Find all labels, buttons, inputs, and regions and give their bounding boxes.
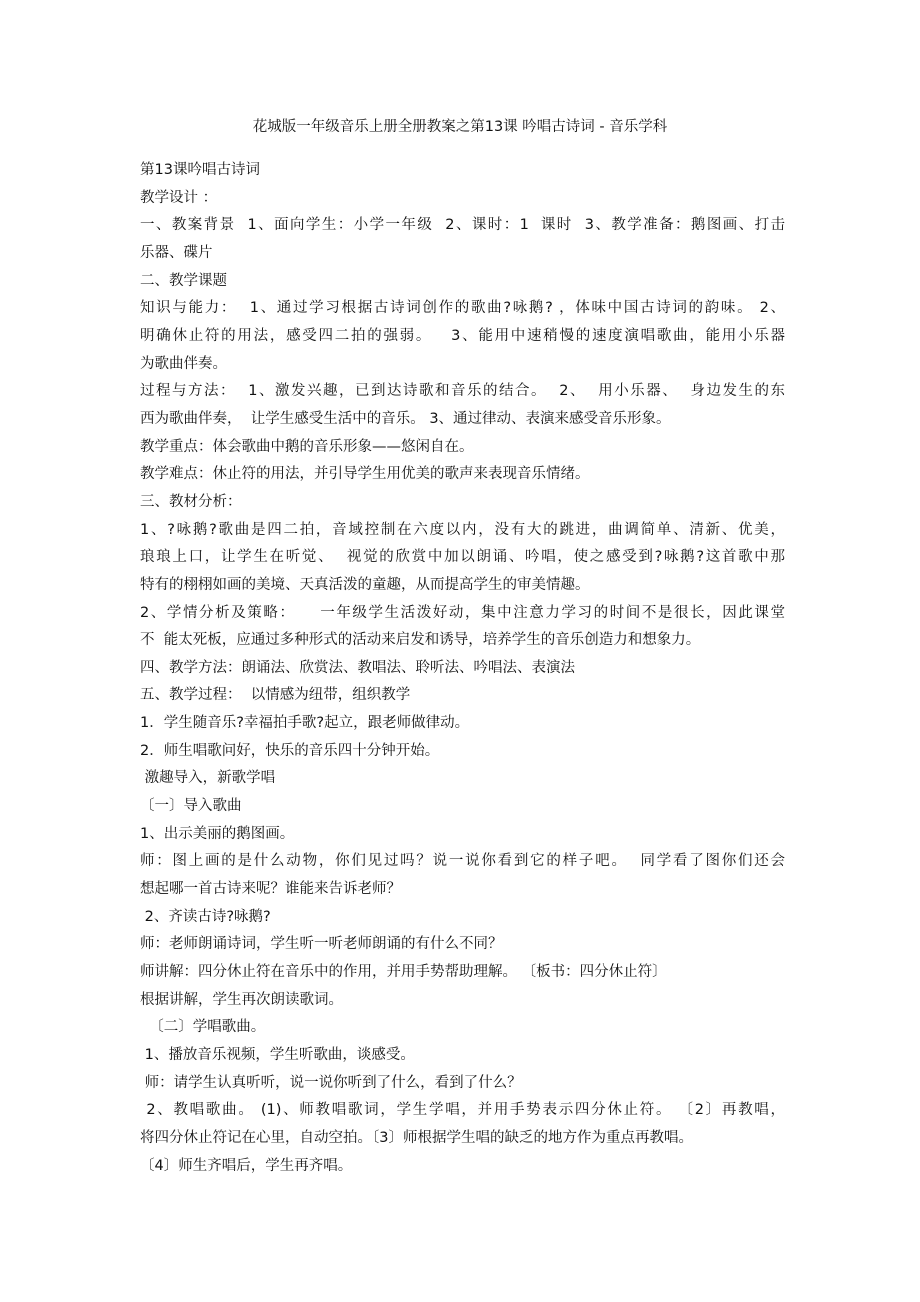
text-line: 1、出示美丽的鹅图画。 — [140, 825, 295, 842]
text-line: 1、?咏鹅?歌曲是四二拍，音域控制在六度以内，没有大的跳进，曲调简单、清新、优美， — [140, 521, 785, 538]
text-line: 师：请学生认真听听，说一说你听到了什么，看到了什么？ — [140, 1074, 522, 1091]
text-line: 1、播放音乐视频，学生听歌曲，谈感受。 — [140, 1047, 415, 1063]
text-line: 为歌曲伴奏。 — [140, 355, 227, 372]
text-line: 琅琅上口，让学生在听觉、 视觉的欣赏中加以朗诵、吟唱，使之感受到?咏鹅?这首歌中那 — [140, 549, 785, 566]
text-line: 一、教案背景 1、面向学生：小学一年级 2、课时：1 课时 3、教学准备：鹅图画、打击 — [140, 217, 785, 234]
text-line: 根据讲解，学生再次朗读歌词。 — [140, 991, 343, 1008]
text-line: 师：图上画的是什么动物，你们见过吗？说一说你看到它的样子吧。 同学看了图你们还会 — [140, 853, 785, 870]
text-line: 教学重点：体会歌曲中鹅的音乐形象——悠闲自在。 — [140, 438, 474, 455]
document-body — [140, 157, 785, 1180]
text-line: 〔4〕师生齐唱后，学生再齐唱。 — [140, 1157, 353, 1174]
text-line: 2．师生唱歌问好，快乐的音乐四十分钟开始。 — [140, 742, 440, 759]
text-line: 想起哪一首古诗来呢？谁能来告诉老师？ — [140, 881, 401, 898]
text-line: 西为歌曲伴奏， 让学生感受生活中的音乐。 3、通过律动、表演来感受音乐形象。 — [140, 410, 671, 427]
text-line: 〔一〕导入歌曲 — [140, 798, 242, 815]
text-line: 二、教学课题 — [140, 272, 227, 289]
text-line: 激趣导入，新歌学唱 — [140, 770, 276, 787]
text-line: 第13课吟唱古诗词 — [140, 162, 260, 178]
text-line: 五、教学过程： 以情感为纽带，组织教学 — [140, 687, 411, 704]
document-title: 花城版一年级音乐上册全册教案之第13课 吟唱古诗词 - 音乐学科 — [252, 119, 668, 135]
text-line: 师：老师朗诵诗词，学生听一听老师朗诵的有什么不同？ — [140, 936, 503, 953]
text-line: 不 能太死板，应通过多种形式的活动来启发和诱导，培养学生的音乐创造力和想象力。 — [140, 632, 701, 649]
text-line: 2、教唱歌曲。 (1)、师教唱歌词，学生学唱，并用手势表示四分休止符。 〔2〕再教唱， — [140, 1102, 785, 1119]
text-line: 将四分休止符记在心里，自动空拍。〔3〕师根据学生唱的缺乏的地方作为重点再教唱。 — [140, 1129, 693, 1146]
text-line: 三、教材分析： — [140, 493, 242, 510]
text-line: 师讲解：四分休止符在音乐中的作用，并用手势帮助理解。 〔板书：四分休止符〕 — [140, 964, 667, 981]
text-line: 教学难点：休止符的用法，并引导学生用优美的歌声来表现音乐情绪。 — [140, 466, 590, 483]
text-line: 2、齐读古诗?咏鹅? — [140, 908, 271, 925]
text-line: 2、学情分析及策略： 一年级学生活泼好动，集中注意力学习的时间不是很长，因此课堂 — [140, 604, 785, 621]
text-line: 过程与方法： 1、激发兴趣，已到达诗歌和音乐的结合。 2、 用小乐器、 身边发生的东 — [140, 383, 785, 400]
text-line: 明确休止符的用法，感受四二拍的强弱。 3、能用中速稍慢的速度演唱歌曲，能用小乐器 — [140, 327, 785, 344]
text-line: 四、教学方法：朗诵法、欣赏法、教唱法、聆听法、吟唱法、表演法 — [140, 659, 575, 676]
text-line: 特有的栩栩如画的美境、天真活泼的童趣，从而提高学生的审美情趣。 — [140, 576, 590, 593]
text-line: 乐器、碟片 — [140, 244, 213, 261]
text-line: 教学设计 ： — [140, 189, 218, 206]
text-line: 1．学生随音乐?幸福拍手歌?起立，跟老师做律动。 — [140, 715, 470, 732]
text-line: 〔二〕学唱歌曲。 — [140, 1019, 266, 1036]
text-line: 知识与能力： 1、通过学习根据古诗词创作的歌曲?咏鹅? ，体味中国古诗词的韵味。 2、 — [140, 300, 785, 317]
